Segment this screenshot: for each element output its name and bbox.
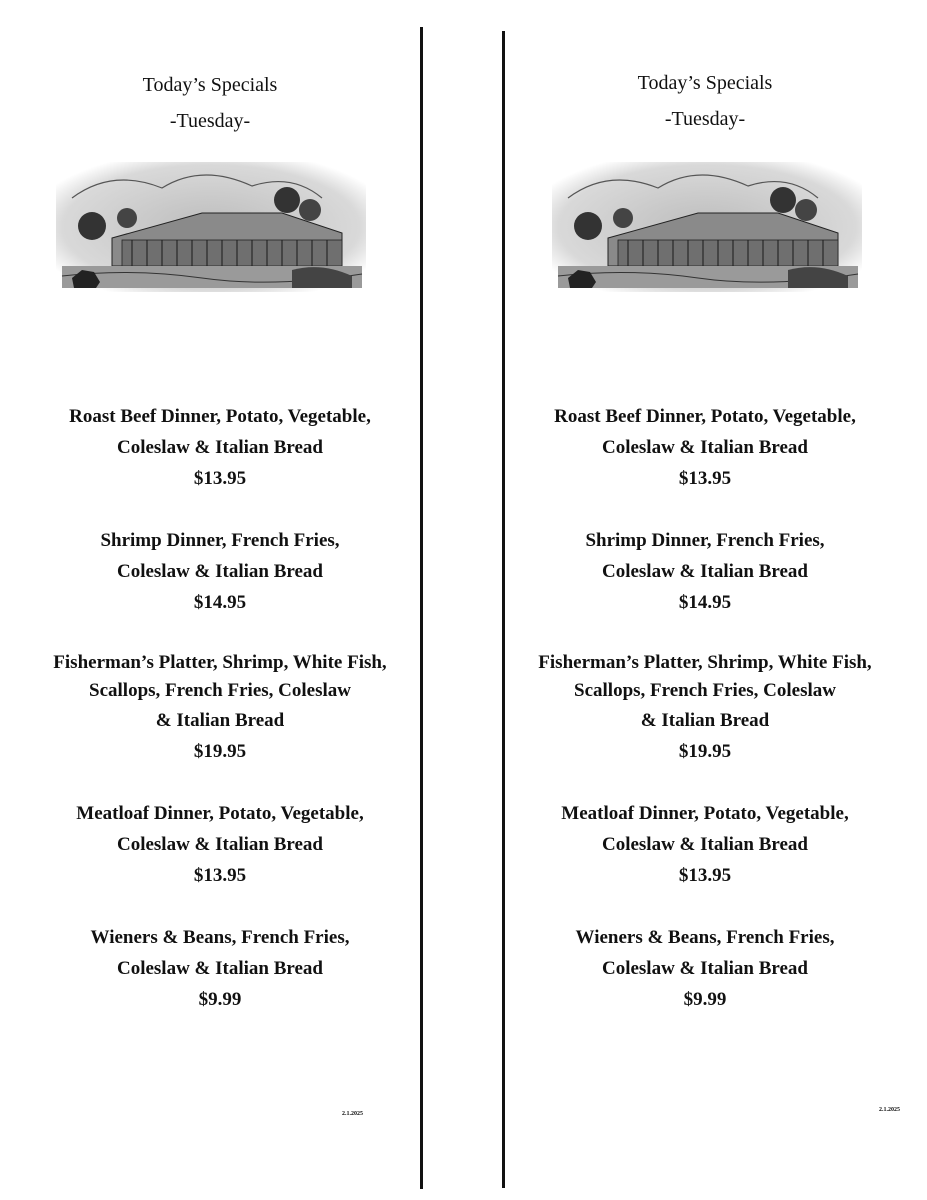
menu-item-roast-beef — [483, 401, 927, 494]
menu-item-fishermans-platter — [0, 649, 440, 767]
menu-item-price: $19.95 — [193, 741, 247, 762]
specials-panel-left — [0, 0, 440, 1200]
menu-item-description: Scallops, French Fries, Coleslaw — [574, 680, 836, 701]
menu-item-description: Scallops, French Fries, Coleslaw — [89, 680, 351, 701]
menu-item-price: $14.95 — [678, 592, 732, 613]
specials-day: -Tuesday- — [664, 108, 746, 130]
menu-item-description: Wieners & Beans, French Fries, — [90, 927, 350, 948]
menu-item-description: Wieners & Beans, French Fries, — [575, 927, 835, 948]
menu-item-description: Shrimp Dinner, French Fries, — [100, 530, 340, 551]
revision-date: 2.1.2025 — [879, 1107, 900, 1113]
revision-date: 2.1.2025 — [342, 1111, 363, 1117]
menu-item-description: Meatloaf Dinner, Potato, Vegetable, — [76, 803, 364, 824]
specials-title: Today’s Specials — [637, 72, 773, 94]
menu-item-description: Fisherman’s Platter, Shrimp, White Fish, — [538, 652, 872, 673]
menu-item-wieners-beans — [483, 922, 927, 1015]
menu-item-description: Shrimp Dinner, French Fries, — [585, 530, 825, 551]
menu-item-description: Coleslaw & Italian Bread — [116, 834, 323, 855]
menu-item-description: Coleslaw & Italian Bread — [116, 437, 323, 458]
menu-item-fishermans-platter — [483, 649, 927, 767]
menu-item-price: $19.95 — [678, 741, 732, 762]
menu-item-description: Coleslaw & Italian Bread — [601, 561, 808, 582]
menu-item-description: Coleslaw & Italian Bread — [601, 958, 808, 979]
menu-item-price: $13.95 — [193, 468, 247, 489]
menu-item-description: Coleslaw & Italian Bread — [116, 958, 323, 979]
menu-item-shrimp — [0, 525, 440, 618]
menu-item-description: Roast Beef Dinner, Potato, Vegetable, — [554, 406, 856, 427]
menu-item-description: Coleslaw & Italian Bread — [601, 834, 808, 855]
menu-item-description: & Italian Bread — [155, 710, 285, 731]
menu-item-description: Fisherman’s Platter, Shrimp, White Fish, — [53, 652, 387, 673]
barn-illustration — [548, 158, 866, 296]
menu-item-price: $9.99 — [198, 989, 242, 1010]
menu-item-price: $14.95 — [193, 592, 247, 613]
menu-item-description: Roast Beef Dinner, Potato, Vegetable, — [69, 406, 371, 427]
menu-item-roast-beef — [0, 401, 440, 494]
menu-item-description: Meatloaf Dinner, Potato, Vegetable, — [561, 803, 849, 824]
menu-item-price: $13.95 — [678, 865, 732, 886]
menu-item-wieners-beans — [0, 922, 440, 1015]
specials-panel-right — [483, 0, 927, 1200]
specials-day: -Tuesday- — [169, 110, 251, 132]
menu-item-price: $13.95 — [193, 865, 247, 886]
specials-title: Today’s Specials — [142, 74, 278, 96]
menu-item-meatloaf — [0, 798, 440, 891]
menu-item-price: $13.95 — [678, 468, 732, 489]
menu-item-description: Coleslaw & Italian Bread — [601, 437, 808, 458]
menu-item-price: $9.99 — [683, 989, 727, 1010]
menu-item-shrimp — [483, 525, 927, 618]
menu-item-description: & Italian Bread — [640, 710, 770, 731]
barn-illustration — [52, 158, 370, 296]
menu-item-meatloaf — [483, 798, 927, 891]
menu-item-description: Coleslaw & Italian Bread — [116, 561, 323, 582]
